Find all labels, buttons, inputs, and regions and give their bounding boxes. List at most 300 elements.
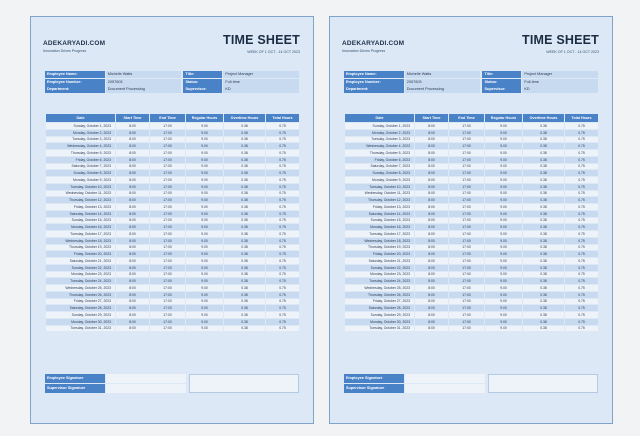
time-cell[interactable]: 0.75 bbox=[565, 123, 599, 130]
time-cell[interactable]: 17:00 bbox=[449, 123, 485, 130]
time-cell[interactable]: 17:00 bbox=[150, 318, 186, 325]
time-cell[interactable]: 0.38 bbox=[523, 129, 565, 136]
date-cell[interactable]: Friday, October 6, 2023 bbox=[345, 156, 415, 163]
date-cell[interactable]: Monday, October 16, 2023 bbox=[46, 224, 116, 231]
department-value[interactable]: Document Processing bbox=[106, 86, 182, 93]
time-cell[interactable]: 8:00 bbox=[415, 210, 449, 217]
time-cell[interactable]: 9.00 bbox=[186, 197, 224, 204]
time-cell[interactable]: 8:00 bbox=[415, 123, 449, 130]
time-cell[interactable]: 0.38 bbox=[523, 170, 565, 177]
time-cell[interactable]: 9.00 bbox=[186, 170, 224, 177]
time-cell[interactable]: 9.00 bbox=[186, 217, 224, 224]
time-cell[interactable]: 9.00 bbox=[485, 278, 523, 285]
time-cell[interactable]: 0.38 bbox=[224, 264, 266, 271]
time-cell[interactable]: 0.75 bbox=[266, 170, 300, 177]
time-cell[interactable]: 0.75 bbox=[266, 217, 300, 224]
time-cell[interactable]: 9.00 bbox=[485, 163, 523, 170]
time-cell[interactable]: 9.00 bbox=[485, 183, 523, 190]
time-cell[interactable]: 17:00 bbox=[449, 170, 485, 177]
time-cell[interactable]: 0.75 bbox=[266, 291, 300, 298]
date-cell[interactable]: Tuesday, October 3, 2023 bbox=[345, 136, 415, 143]
time-cell[interactable]: 17:00 bbox=[150, 251, 186, 258]
time-cell[interactable]: 0.38 bbox=[523, 278, 565, 285]
time-cell[interactable]: 8:00 bbox=[116, 305, 150, 312]
time-cell[interactable]: 9.00 bbox=[485, 291, 523, 298]
time-cell[interactable]: 0.75 bbox=[266, 251, 300, 258]
time-cell[interactable]: 17:00 bbox=[449, 177, 485, 184]
time-cell[interactable]: 17:00 bbox=[449, 217, 485, 224]
date-cell[interactable]: Friday, October 6, 2023 bbox=[46, 156, 116, 163]
time-cell[interactable]: 8:00 bbox=[116, 177, 150, 184]
date-cell[interactable]: Wednesday, October 11, 2023 bbox=[345, 190, 415, 197]
title-value[interactable]: Project Manager bbox=[522, 71, 598, 78]
time-cell[interactable]: 17:00 bbox=[449, 136, 485, 143]
date-cell[interactable]: Wednesday, October 25, 2023 bbox=[46, 285, 116, 292]
time-cell[interactable]: 8:00 bbox=[116, 224, 150, 231]
time-cell[interactable]: 0.38 bbox=[523, 143, 565, 150]
time-cell[interactable]: 8:00 bbox=[415, 237, 449, 244]
time-cell[interactable]: 8:00 bbox=[415, 163, 449, 170]
time-cell[interactable]: 0.75 bbox=[565, 163, 599, 170]
time-cell[interactable]: 17:00 bbox=[449, 271, 485, 278]
date-cell[interactable]: Wednesday, October 18, 2023 bbox=[345, 237, 415, 244]
time-cell[interactable]: 9.00 bbox=[186, 285, 224, 292]
time-cell[interactable]: 0.38 bbox=[523, 136, 565, 143]
signature-date-box[interactable] bbox=[189, 374, 299, 393]
time-cell[interactable]: 0.75 bbox=[565, 170, 599, 177]
time-cell[interactable]: 0.75 bbox=[266, 271, 300, 278]
time-cell[interactable]: 9.00 bbox=[485, 129, 523, 136]
date-cell[interactable]: Sunday, October 8, 2023 bbox=[46, 170, 116, 177]
time-cell[interactable]: 0.38 bbox=[224, 183, 266, 190]
date-cell[interactable]: Monday, October 9, 2023 bbox=[46, 177, 116, 184]
employee-signature-field[interactable] bbox=[106, 374, 186, 383]
time-cell[interactable]: 8:00 bbox=[116, 251, 150, 258]
time-cell[interactable]: 0.38 bbox=[523, 251, 565, 258]
time-cell[interactable]: 8:00 bbox=[415, 129, 449, 136]
time-cell[interactable]: 0.75 bbox=[565, 136, 599, 143]
time-cell[interactable]: 17:00 bbox=[150, 170, 186, 177]
time-cell[interactable]: 8:00 bbox=[415, 197, 449, 204]
time-cell[interactable]: 0.75 bbox=[565, 210, 599, 217]
time-cell[interactable]: 0.38 bbox=[224, 136, 266, 143]
time-cell[interactable]: 17:00 bbox=[449, 278, 485, 285]
time-cell[interactable]: 0.38 bbox=[523, 285, 565, 292]
time-cell[interactable]: 9.00 bbox=[186, 231, 224, 238]
time-cell[interactable]: 0.75 bbox=[565, 224, 599, 231]
time-cell[interactable]: 0.75 bbox=[565, 190, 599, 197]
time-cell[interactable]: 0.38 bbox=[523, 197, 565, 204]
time-cell[interactable]: 17:00 bbox=[150, 197, 186, 204]
time-cell[interactable]: 0.75 bbox=[266, 318, 300, 325]
date-cell[interactable]: Wednesday, October 11, 2023 bbox=[46, 190, 116, 197]
time-cell[interactable]: 17:00 bbox=[449, 251, 485, 258]
time-cell[interactable]: 0.38 bbox=[224, 325, 266, 332]
employee-number-value[interactable]: 2057603 bbox=[106, 79, 182, 86]
time-cell[interactable]: 9.00 bbox=[186, 244, 224, 251]
time-cell[interactable]: 0.75 bbox=[565, 217, 599, 224]
time-cell[interactable]: 17:00 bbox=[150, 129, 186, 136]
time-cell[interactable]: 0.38 bbox=[224, 305, 266, 312]
time-cell[interactable]: 0.38 bbox=[224, 129, 266, 136]
time-cell[interactable]: 0.38 bbox=[224, 237, 266, 244]
time-cell[interactable]: 8:00 bbox=[415, 278, 449, 285]
time-cell[interactable]: 0.38 bbox=[224, 312, 266, 319]
time-cell[interactable]: 8:00 bbox=[415, 298, 449, 305]
supervisor-value[interactable]: KD bbox=[522, 86, 598, 93]
time-cell[interactable]: 0.75 bbox=[266, 258, 300, 265]
time-cell[interactable]: 17:00 bbox=[150, 305, 186, 312]
time-cell[interactable]: 8:00 bbox=[116, 231, 150, 238]
date-cell[interactable]: Sunday, October 29, 2023 bbox=[46, 312, 116, 319]
time-cell[interactable]: 9.00 bbox=[485, 285, 523, 292]
time-cell[interactable]: 8:00 bbox=[116, 156, 150, 163]
date-cell[interactable]: Sunday, October 29, 2023 bbox=[345, 312, 415, 319]
date-cell[interactable]: Monday, October 30, 2023 bbox=[46, 318, 116, 325]
time-cell[interactable]: 0.38 bbox=[523, 271, 565, 278]
date-cell[interactable]: Thursday, October 5, 2023 bbox=[345, 150, 415, 157]
time-cell[interactable]: 0.38 bbox=[224, 156, 266, 163]
time-cell[interactable]: 0.75 bbox=[266, 224, 300, 231]
time-cell[interactable]: 0.75 bbox=[565, 251, 599, 258]
time-cell[interactable]: 8:00 bbox=[415, 251, 449, 258]
time-cell[interactable]: 0.75 bbox=[565, 258, 599, 265]
time-cell[interactable]: 17:00 bbox=[150, 244, 186, 251]
time-cell[interactable]: 9.00 bbox=[186, 177, 224, 184]
time-cell[interactable]: 9.00 bbox=[485, 210, 523, 217]
date-cell[interactable]: Sunday, October 1, 2023 bbox=[46, 123, 116, 130]
time-cell[interactable]: 17:00 bbox=[150, 204, 186, 211]
time-cell[interactable]: 0.75 bbox=[565, 312, 599, 319]
time-cell[interactable]: 0.75 bbox=[266, 177, 300, 184]
time-cell[interactable]: 17:00 bbox=[150, 123, 186, 130]
time-cell[interactable]: 9.00 bbox=[485, 305, 523, 312]
time-cell[interactable]: 0.38 bbox=[224, 204, 266, 211]
time-cell[interactable]: 0.75 bbox=[565, 264, 599, 271]
time-cell[interactable]: 9.00 bbox=[485, 143, 523, 150]
time-cell[interactable]: 0.75 bbox=[266, 298, 300, 305]
date-cell[interactable]: Thursday, October 26, 2023 bbox=[46, 291, 116, 298]
time-cell[interactable]: 8:00 bbox=[415, 150, 449, 157]
time-cell[interactable]: 0.38 bbox=[224, 150, 266, 157]
time-cell[interactable]: 9.00 bbox=[186, 298, 224, 305]
time-cell[interactable]: 8:00 bbox=[116, 183, 150, 190]
time-cell[interactable]: 8:00 bbox=[116, 298, 150, 305]
time-cell[interactable]: 8:00 bbox=[415, 156, 449, 163]
time-cell[interactable]: 0.75 bbox=[565, 271, 599, 278]
date-cell[interactable]: Tuesday, October 17, 2023 bbox=[345, 231, 415, 238]
date-cell[interactable]: Saturday, October 14, 2023 bbox=[46, 210, 116, 217]
time-cell[interactable]: 8:00 bbox=[116, 258, 150, 265]
time-cell[interactable]: 0.38 bbox=[523, 210, 565, 217]
time-cell[interactable]: 17:00 bbox=[449, 258, 485, 265]
date-cell[interactable]: Tuesday, October 3, 2023 bbox=[46, 136, 116, 143]
time-cell[interactable]: 8:00 bbox=[415, 264, 449, 271]
time-cell[interactable]: 9.00 bbox=[485, 244, 523, 251]
time-cell[interactable]: 17:00 bbox=[150, 271, 186, 278]
time-cell[interactable]: 8:00 bbox=[116, 204, 150, 211]
time-cell[interactable]: 9.00 bbox=[186, 224, 224, 231]
signature-date-box[interactable] bbox=[488, 374, 598, 393]
time-cell[interactable]: 8:00 bbox=[415, 325, 449, 332]
time-cell[interactable]: 9.00 bbox=[186, 190, 224, 197]
date-cell[interactable]: Monday, October 23, 2023 bbox=[46, 271, 116, 278]
time-cell[interactable]: 0.38 bbox=[523, 183, 565, 190]
time-cell[interactable]: 8:00 bbox=[116, 291, 150, 298]
time-cell[interactable]: 17:00 bbox=[449, 298, 485, 305]
time-cell[interactable]: 17:00 bbox=[150, 237, 186, 244]
date-cell[interactable]: Monday, October 2, 2023 bbox=[46, 129, 116, 136]
time-cell[interactable]: 9.00 bbox=[186, 143, 224, 150]
time-cell[interactable]: 0.38 bbox=[523, 190, 565, 197]
time-cell[interactable]: 0.38 bbox=[523, 305, 565, 312]
time-cell[interactable]: 9.00 bbox=[186, 258, 224, 265]
time-cell[interactable]: 0.38 bbox=[224, 177, 266, 184]
time-cell[interactable]: 0.75 bbox=[565, 278, 599, 285]
time-cell[interactable]: 17:00 bbox=[449, 150, 485, 157]
time-cell[interactable]: 17:00 bbox=[449, 237, 485, 244]
time-cell[interactable]: 9.00 bbox=[186, 312, 224, 319]
employee-signature-field[interactable] bbox=[405, 374, 485, 383]
status-value[interactable]: Full-time bbox=[223, 79, 299, 86]
time-cell[interactable]: 9.00 bbox=[485, 217, 523, 224]
time-cell[interactable]: 0.38 bbox=[523, 224, 565, 231]
time-cell[interactable]: 0.75 bbox=[266, 123, 300, 130]
time-cell[interactable]: 9.00 bbox=[186, 183, 224, 190]
time-cell[interactable]: 0.75 bbox=[266, 210, 300, 217]
time-cell[interactable]: 8:00 bbox=[116, 312, 150, 319]
time-cell[interactable]: 0.38 bbox=[523, 258, 565, 265]
time-cell[interactable]: 9.00 bbox=[186, 251, 224, 258]
time-cell[interactable]: 9.00 bbox=[186, 210, 224, 217]
date-cell[interactable]: Sunday, October 22, 2023 bbox=[345, 264, 415, 271]
time-cell[interactable]: 9.00 bbox=[485, 177, 523, 184]
date-cell[interactable]: Wednesday, October 25, 2023 bbox=[345, 285, 415, 292]
time-cell[interactable]: 0.75 bbox=[565, 204, 599, 211]
date-cell[interactable]: Monday, October 16, 2023 bbox=[345, 224, 415, 231]
time-cell[interactable]: 8:00 bbox=[116, 197, 150, 204]
time-cell[interactable]: 0.75 bbox=[565, 143, 599, 150]
time-cell[interactable]: 9.00 bbox=[485, 325, 523, 332]
time-cell[interactable]: 0.75 bbox=[266, 237, 300, 244]
date-cell[interactable]: Tuesday, October 10, 2023 bbox=[345, 183, 415, 190]
time-cell[interactable]: 0.75 bbox=[266, 143, 300, 150]
time-cell[interactable]: 0.38 bbox=[224, 318, 266, 325]
time-cell[interactable]: 0.38 bbox=[523, 264, 565, 271]
department-value[interactable]: Document Processing bbox=[405, 86, 481, 93]
date-cell[interactable]: Tuesday, October 31, 2023 bbox=[345, 325, 415, 332]
date-cell[interactable]: Friday, October 20, 2023 bbox=[46, 251, 116, 258]
time-cell[interactable]: 17:00 bbox=[150, 136, 186, 143]
time-cell[interactable]: 0.38 bbox=[224, 258, 266, 265]
date-cell[interactable]: Saturday, October 21, 2023 bbox=[345, 258, 415, 265]
time-cell[interactable]: 0.75 bbox=[565, 237, 599, 244]
time-cell[interactable]: 17:00 bbox=[449, 285, 485, 292]
date-cell[interactable]: Saturday, October 28, 2023 bbox=[46, 305, 116, 312]
time-cell[interactable]: 17:00 bbox=[150, 312, 186, 319]
date-cell[interactable]: Monday, October 2, 2023 bbox=[345, 129, 415, 136]
date-cell[interactable]: Tuesday, October 31, 2023 bbox=[46, 325, 116, 332]
time-cell[interactable]: 17:00 bbox=[449, 325, 485, 332]
time-cell[interactable]: 17:00 bbox=[449, 312, 485, 319]
time-cell[interactable]: 9.00 bbox=[485, 224, 523, 231]
time-cell[interactable]: 0.38 bbox=[523, 123, 565, 130]
time-cell[interactable]: 9.00 bbox=[485, 258, 523, 265]
time-cell[interactable]: 0.38 bbox=[523, 204, 565, 211]
time-cell[interactable]: 0.38 bbox=[523, 325, 565, 332]
time-cell[interactable]: 0.75 bbox=[266, 204, 300, 211]
time-cell[interactable]: 17:00 bbox=[449, 210, 485, 217]
time-cell[interactable]: 9.00 bbox=[485, 123, 523, 130]
time-cell[interactable]: 8:00 bbox=[415, 170, 449, 177]
time-cell[interactable]: 0.38 bbox=[224, 217, 266, 224]
date-cell[interactable]: Saturday, October 7, 2023 bbox=[345, 163, 415, 170]
time-cell[interactable]: 9.00 bbox=[186, 156, 224, 163]
time-cell[interactable]: 0.75 bbox=[266, 150, 300, 157]
date-cell[interactable]: Thursday, October 12, 2023 bbox=[345, 197, 415, 204]
time-cell[interactable]: 8:00 bbox=[116, 123, 150, 130]
time-cell[interactable]: 8:00 bbox=[116, 163, 150, 170]
time-cell[interactable]: 17:00 bbox=[150, 231, 186, 238]
time-cell[interactable]: 0.75 bbox=[565, 177, 599, 184]
time-cell[interactable]: 17:00 bbox=[150, 150, 186, 157]
date-cell[interactable]: Sunday, October 15, 2023 bbox=[345, 217, 415, 224]
time-cell[interactable]: 0.38 bbox=[523, 231, 565, 238]
time-cell[interactable]: 9.00 bbox=[485, 150, 523, 157]
time-cell[interactable]: 0.75 bbox=[565, 183, 599, 190]
time-cell[interactable]: 9.00 bbox=[186, 150, 224, 157]
time-cell[interactable]: 0.75 bbox=[266, 305, 300, 312]
date-cell[interactable]: Friday, October 27, 2023 bbox=[46, 298, 116, 305]
time-cell[interactable]: 17:00 bbox=[150, 291, 186, 298]
date-cell[interactable]: Thursday, October 19, 2023 bbox=[46, 244, 116, 251]
date-cell[interactable]: Saturday, October 21, 2023 bbox=[46, 258, 116, 265]
time-cell[interactable]: 8:00 bbox=[415, 177, 449, 184]
time-cell[interactable]: 0.38 bbox=[224, 291, 266, 298]
time-cell[interactable]: 17:00 bbox=[150, 156, 186, 163]
time-cell[interactable]: 9.00 bbox=[485, 271, 523, 278]
time-cell[interactable]: 0.38 bbox=[224, 143, 266, 150]
time-cell[interactable]: 17:00 bbox=[449, 291, 485, 298]
supervisor-value[interactable]: KD bbox=[223, 86, 299, 93]
time-cell[interactable]: 0.75 bbox=[565, 231, 599, 238]
time-cell[interactable]: 0.75 bbox=[266, 156, 300, 163]
time-cell[interactable]: 17:00 bbox=[150, 177, 186, 184]
time-cell[interactable]: 0.75 bbox=[266, 129, 300, 136]
time-cell[interactable]: 0.38 bbox=[523, 244, 565, 251]
time-cell[interactable]: 9.00 bbox=[485, 264, 523, 271]
time-cell[interactable]: 0.38 bbox=[224, 251, 266, 258]
time-cell[interactable]: 17:00 bbox=[150, 298, 186, 305]
time-cell[interactable]: 17:00 bbox=[449, 143, 485, 150]
time-cell[interactable]: 0.38 bbox=[523, 291, 565, 298]
time-cell[interactable]: 0.38 bbox=[523, 237, 565, 244]
time-cell[interactable]: 8:00 bbox=[116, 170, 150, 177]
time-cell[interactable]: 9.00 bbox=[186, 291, 224, 298]
time-cell[interactable]: 8:00 bbox=[116, 325, 150, 332]
time-cell[interactable]: 17:00 bbox=[449, 264, 485, 271]
date-cell[interactable]: Sunday, October 1, 2023 bbox=[345, 123, 415, 130]
time-cell[interactable]: 0.75 bbox=[266, 163, 300, 170]
time-cell[interactable]: 8:00 bbox=[415, 204, 449, 211]
time-cell[interactable]: 8:00 bbox=[415, 244, 449, 251]
time-cell[interactable]: 9.00 bbox=[186, 136, 224, 143]
time-cell[interactable]: 0.75 bbox=[565, 291, 599, 298]
time-cell[interactable]: 8:00 bbox=[116, 244, 150, 251]
time-cell[interactable]: 9.00 bbox=[485, 298, 523, 305]
date-cell[interactable]: Sunday, October 22, 2023 bbox=[46, 264, 116, 271]
date-cell[interactable]: Sunday, October 8, 2023 bbox=[345, 170, 415, 177]
time-cell[interactable]: 0.38 bbox=[224, 231, 266, 238]
time-cell[interactable]: 0.75 bbox=[266, 325, 300, 332]
date-cell[interactable]: Friday, October 13, 2023 bbox=[345, 204, 415, 211]
time-cell[interactable]: 17:00 bbox=[150, 217, 186, 224]
time-cell[interactable]: 0.38 bbox=[523, 312, 565, 319]
time-cell[interactable]: 8:00 bbox=[116, 190, 150, 197]
date-cell[interactable]: Saturday, October 7, 2023 bbox=[46, 163, 116, 170]
time-cell[interactable]: 8:00 bbox=[116, 150, 150, 157]
time-cell[interactable]: 17:00 bbox=[150, 264, 186, 271]
time-cell[interactable]: 9.00 bbox=[186, 264, 224, 271]
time-cell[interactable]: 9.00 bbox=[485, 231, 523, 238]
time-cell[interactable]: 0.38 bbox=[523, 217, 565, 224]
time-cell[interactable]: 17:00 bbox=[150, 325, 186, 332]
time-cell[interactable]: 0.38 bbox=[224, 278, 266, 285]
time-cell[interactable]: 9.00 bbox=[485, 156, 523, 163]
time-cell[interactable]: 0.75 bbox=[266, 197, 300, 204]
date-cell[interactable]: Wednesday, October 4, 2023 bbox=[345, 143, 415, 150]
time-cell[interactable]: 0.75 bbox=[565, 298, 599, 305]
time-cell[interactable]: 8:00 bbox=[116, 318, 150, 325]
time-cell[interactable]: 17:00 bbox=[449, 190, 485, 197]
time-cell[interactable]: 17:00 bbox=[150, 278, 186, 285]
time-cell[interactable]: 8:00 bbox=[415, 291, 449, 298]
time-cell[interactable]: 17:00 bbox=[449, 318, 485, 325]
time-cell[interactable]: 8:00 bbox=[415, 305, 449, 312]
time-cell[interactable]: 0.38 bbox=[224, 123, 266, 130]
employee-name-value[interactable]: Michelle Watts bbox=[106, 71, 182, 78]
date-cell[interactable]: Friday, October 27, 2023 bbox=[345, 298, 415, 305]
time-cell[interactable]: 8:00 bbox=[116, 217, 150, 224]
date-cell[interactable]: Wednesday, October 18, 2023 bbox=[46, 237, 116, 244]
time-cell[interactable]: 17:00 bbox=[449, 204, 485, 211]
time-cell[interactable]: 0.75 bbox=[266, 264, 300, 271]
time-cell[interactable]: 17:00 bbox=[150, 143, 186, 150]
time-cell[interactable]: 17:00 bbox=[449, 163, 485, 170]
time-cell[interactable]: 17:00 bbox=[449, 197, 485, 204]
time-cell[interactable]: 17:00 bbox=[150, 183, 186, 190]
time-cell[interactable]: 8:00 bbox=[415, 285, 449, 292]
time-cell[interactable]: 17:00 bbox=[150, 285, 186, 292]
time-cell[interactable]: 9.00 bbox=[186, 278, 224, 285]
date-cell[interactable]: Wednesday, October 4, 2023 bbox=[46, 143, 116, 150]
time-cell[interactable]: 0.38 bbox=[523, 150, 565, 157]
time-cell[interactable]: 17:00 bbox=[150, 258, 186, 265]
time-cell[interactable]: 0.75 bbox=[565, 150, 599, 157]
time-cell[interactable]: 8:00 bbox=[116, 136, 150, 143]
time-cell[interactable]: 9.00 bbox=[485, 197, 523, 204]
date-cell[interactable]: Monday, October 23, 2023 bbox=[345, 271, 415, 278]
time-cell[interactable]: 9.00 bbox=[485, 312, 523, 319]
time-cell[interactable]: 0.38 bbox=[523, 298, 565, 305]
time-cell[interactable]: 0.38 bbox=[523, 156, 565, 163]
time-cell[interactable]: 17:00 bbox=[150, 163, 186, 170]
time-cell[interactable]: 17:00 bbox=[150, 224, 186, 231]
time-cell[interactable]: 0.38 bbox=[523, 177, 565, 184]
time-cell[interactable]: 9.00 bbox=[485, 170, 523, 177]
time-cell[interactable]: 17:00 bbox=[150, 190, 186, 197]
time-cell[interactable]: 17:00 bbox=[449, 231, 485, 238]
